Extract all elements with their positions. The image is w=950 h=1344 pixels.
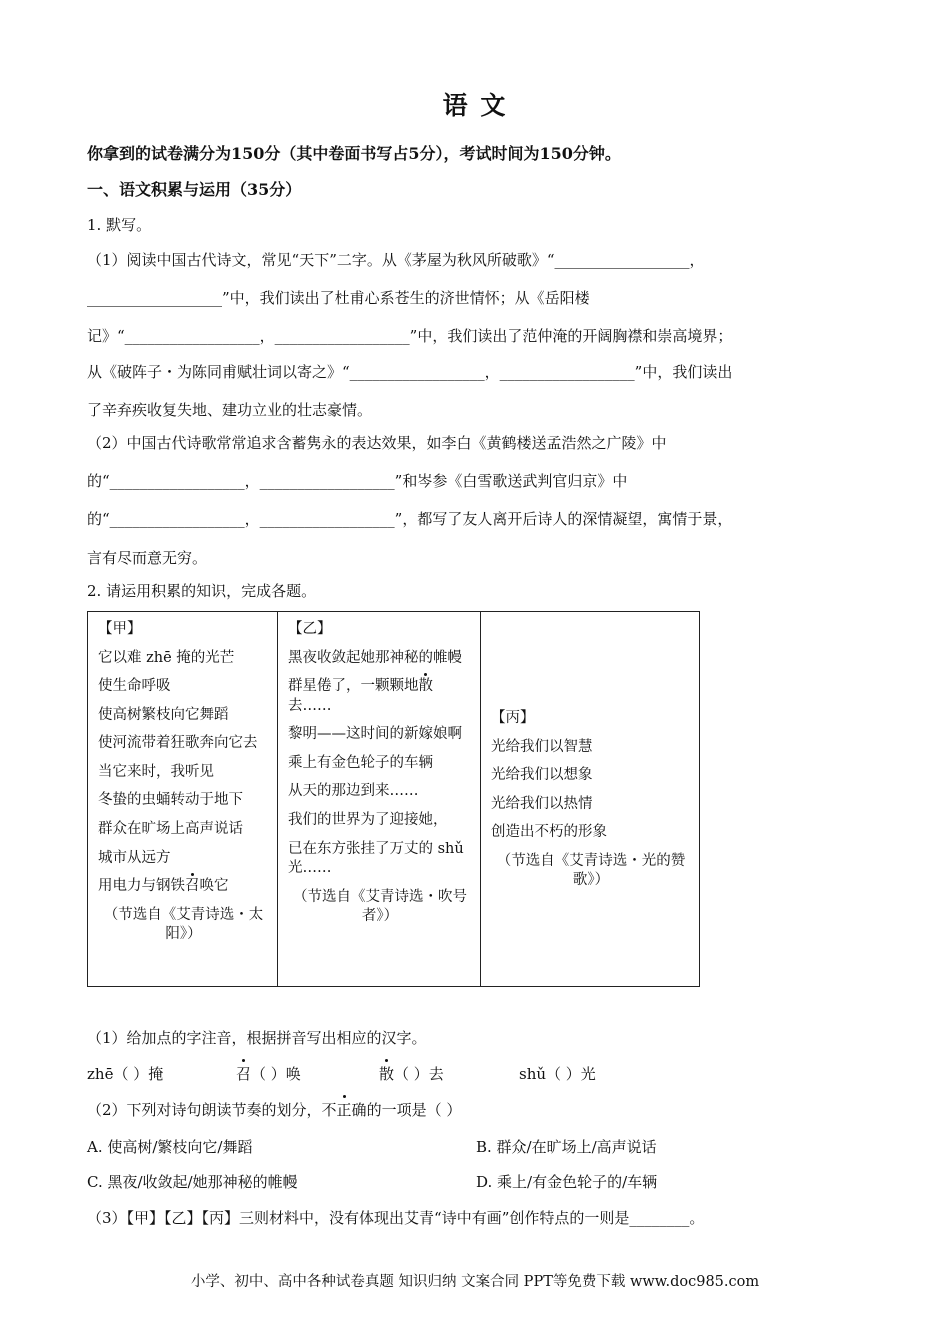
poem-table — [87, 611, 700, 987]
poem-yi-line: 黎明——这时间的新嫁娘啊 — [288, 726, 462, 743]
exam-intro: 你拿到的试卷满分为150分（其中卷面书写占5分），考试时间为150分钟。 — [87, 144, 621, 163]
q1-part1-line4: 从《破阵子・为陈同甫赋壮词以寄之》“__________________，__________________”中，我们读出 — [87, 363, 733, 381]
poem-bing-line: 创造出不朽的形象 — [491, 824, 607, 841]
poem-jia-line: 城市从远方 — [98, 849, 171, 866]
poem-bing-line: 光给我们以热情 — [491, 795, 593, 812]
q1-part2-line1: （2）中国古代诗歌常常追求含蓄隽永的表达效果，如李白《黄鹤楼送孟浩然之广陵》中 — [87, 434, 667, 452]
poem-jia-line: 群众在旷场上高声说话 — [98, 820, 243, 837]
answer-blank-shu[interactable]: shǔ（ ）光 — [519, 1065, 596, 1083]
poem-jia-text: 唤它 — [199, 878, 229, 895]
q1-part2-line3: 的“__________________，__________________”，都写了友人离开后诗人的深情凝望，寓情于景， — [87, 510, 733, 528]
q1-part2-line2: 的“__________________，__________________”和岑参《白雪歌送武判官归京》中 — [87, 472, 628, 490]
poem-jia-line: 使河流带着狂歌奔向它去 — [98, 735, 258, 752]
q2-sub2-text: 的一项是（ ） — [366, 1101, 462, 1119]
q1-heading: 1. 默写。 — [87, 216, 152, 234]
poem-jia — [88, 612, 278, 987]
poem-jia-line: 它以难 zhē 掩的光芒 — [98, 649, 235, 666]
poem-yi-label: 【乙】 — [288, 621, 332, 637]
dotted-char: 召 — [236, 1065, 252, 1083]
q1-part1-line2: __________________”中，我们读出了杜甫心系苍生的济世情怀；从《岳阳楼 — [87, 289, 590, 307]
dotted-char: 召 — [185, 877, 200, 897]
section-heading: 一、语文积累与运用（35分） — [87, 180, 302, 199]
poem-yi-line — [288, 677, 472, 716]
q1-part1-line1: （1）阅读中国古代诗文，常见“天下”二字。从《茅屋为秋风所破歌》“__________________， — [87, 251, 705, 269]
answer-blank-san[interactable] — [379, 1063, 444, 1084]
poem-bing-label: 【丙】 — [491, 710, 535, 727]
q2-heading: 2. 请运用积累的知识，完成各题。 — [87, 582, 317, 600]
poem-yi-line: 黑夜收敛起她那神秘的帷幔 — [288, 649, 462, 666]
poem-jia-line: 使生命呼吸 — [98, 678, 171, 695]
q2-sub1: （1）给加点的字注音，根据拼音写出相应的汉字。 — [87, 1029, 427, 1047]
poem-jia-line: 当它来时，我听见 — [98, 763, 214, 780]
option-b[interactable]: B. 群众/在旷场上/高声说话 — [476, 1138, 657, 1156]
poem-jia-line: 冬蛰的虫蛹转动于地下 — [98, 792, 243, 809]
dotted-char: 散 — [419, 677, 434, 697]
page-footer: 小学、初中、高中各种试卷真题 知识归纳 文案合同 PPT等免费下载 www.doc985.com — [190, 1274, 760, 1290]
poem-bing — [481, 612, 700, 987]
poem-bing-source: （节选自《艾青诗选・光的赞歌》） — [496, 852, 686, 889]
option-a[interactable]: A. 使高树/繁枝向它/舞蹈 — [87, 1138, 253, 1156]
answer-blank-text: （ ）唤 — [251, 1065, 301, 1083]
poem-yi-text: 去…… — [288, 697, 332, 714]
answer-blank-zhe[interactable]: zhē（ ）掩 — [87, 1065, 164, 1083]
poem-yi-line: 从天的那边到来…… — [288, 783, 419, 800]
poem-jia-line: 使高树繁枝向它舞蹈 — [98, 706, 229, 723]
q1-part2-line4: 言有尽而意无穷。 — [87, 549, 208, 567]
answer-blank-text: （ ）去 — [394, 1065, 444, 1083]
poem-bing-line: 光给我们以智慧 — [491, 738, 593, 755]
poem-yi-line: 已在东方张挂了万丈的 shǔ 光…… — [288, 840, 464, 877]
option-d[interactable]: D. 乘上/有金色轮子的/车辆 — [476, 1173, 658, 1191]
poem-yi-line: 乘上有金色轮子的车辆 — [288, 754, 433, 771]
poem-jia-line — [98, 877, 269, 897]
q1-part1-line5: 了辛弃疾收复失地、建功立业的壮志豪情。 — [87, 401, 373, 419]
poem-yi — [278, 612, 481, 987]
answer-blank-zhao[interactable] — [236, 1063, 301, 1084]
poem-yi-text: 群星倦了，一颗颗地 — [288, 678, 419, 695]
option-c[interactable]: C. 黑夜/收敛起/她那神秘的帷幔 — [87, 1173, 298, 1191]
poem-jia-label: 【甲】 — [98, 621, 142, 637]
dotted-emphasis: 不正确 — [321, 1101, 367, 1119]
poem-jia-text: 用电力与钢铁 — [98, 878, 185, 895]
poem-yi-source: （节选自《艾青诗选・吹号者》） — [293, 888, 467, 925]
q1-part1-line3: 记》“__________________，__________________”中，我们读出了范仲淹的开阔胸襟和崇高境界； — [87, 327, 733, 345]
poem-bing-line: 光给我们以想象 — [491, 767, 593, 784]
q2-sub3: （3）【甲】【乙】【丙】三则材料中，没有体现出艾青“诗中有画”创作特点的一则是________。 — [87, 1209, 705, 1227]
q2-sub2 — [87, 1099, 461, 1120]
poem-yi-line: 我们的世界为了迎接她， — [288, 811, 448, 828]
poem-jia-source: （节选自《艾青诗选・太阳》） — [103, 906, 264, 943]
page-title: 语 文 — [442, 91, 508, 120]
dotted-char: 散 — [379, 1065, 395, 1083]
q2-sub2-text: （2）下列对诗句朗读节奏的划分， — [87, 1101, 322, 1119]
